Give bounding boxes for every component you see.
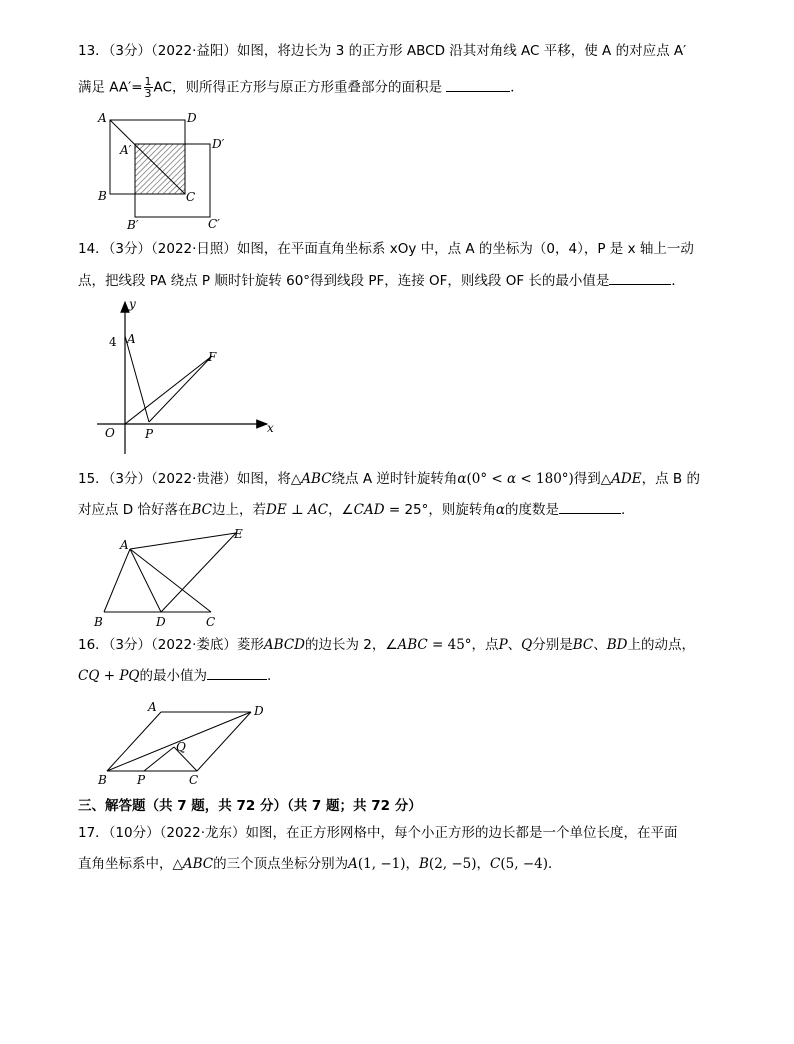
- segment-ae: [130, 533, 236, 549]
- label-b: B: [94, 615, 103, 629]
- label-a: A: [148, 700, 157, 714]
- label-p: P: [137, 773, 146, 787]
- answer-blank-16[interactable]: [207, 667, 267, 680]
- segment-of: [125, 356, 212, 424]
- q15-line2: 对应点 D 恰好落在BC边上，若DE ⊥ AC，∠CAD = 25°，则旋转角α的度数是 .: [78, 502, 626, 518]
- segment-ab: [104, 549, 130, 612]
- q14-figure: [95, 296, 285, 458]
- answer-blank-13[interactable]: [446, 79, 510, 92]
- label-b-prime: B′: [127, 218, 139, 232]
- label-a: A: [127, 332, 136, 346]
- q17-line2: 直角坐标系中，△ABC的三个顶点坐标分别为A(1, −1)，B(2, −5)，C(5, −4)．: [78, 856, 562, 872]
- label-y: y: [129, 297, 136, 311]
- q16-figure: [92, 696, 282, 792]
- answer-blank-14[interactable]: [609, 272, 671, 285]
- label-b: B: [98, 773, 107, 787]
- label-d: D: [187, 111, 197, 125]
- label-q: Q: [176, 740, 186, 754]
- q14-line1: 14．（3分）（2022·日照）如图，在平面直角坐标系 xOy 中，点 A 的坐标为（0，4），P 是 x 轴上一动: [78, 241, 694, 257]
- label-d: D: [254, 704, 264, 718]
- q13-figure: [90, 108, 240, 232]
- section-heading: 三、解答题（共 7 题，共 72 分）（共 7 题；共 72 分）: [78, 798, 422, 814]
- label-c-prime: C′: [208, 217, 220, 231]
- segment-pa: [125, 336, 149, 422]
- segment-de: [161, 533, 236, 612]
- label-b: B: [98, 189, 107, 203]
- q15-line1: 15．（3分）（2022·贵港）如图，将△ABC绕点 A 逆时针旋转角α(0° < α < 180°)得到△ADE，点 B 的: [78, 471, 700, 487]
- answer-blank-15[interactable]: [559, 501, 621, 514]
- fraction-one-third: $\frac{1}{3}$: [144, 75, 152, 100]
- segment-pf: [149, 356, 212, 422]
- q16-line2: CQ + PQ的最小值为 .: [78, 668, 272, 684]
- segment-cd: [197, 712, 251, 771]
- label-f: F: [208, 350, 217, 364]
- label-p: P: [145, 427, 154, 441]
- segment-pq: [144, 747, 174, 771]
- label-o: O: [105, 426, 115, 440]
- label-d-prime: D′: [212, 137, 225, 151]
- label-c: C: [189, 773, 199, 787]
- label-a-prime: A′: [120, 143, 132, 157]
- label-c: C: [206, 615, 216, 629]
- q13-line2: 满足 AA′= $\frac{1}{3}$ AC，则所得正方形与原正方形重叠部分的面积是 ．: [78, 75, 524, 100]
- label-a: A: [120, 538, 129, 552]
- label-d: D: [156, 615, 166, 629]
- q17-line1: 17．（10分）（2022·龙东）如图，在正方形网格中，每个小正方形的边长都是一个单位长度，在平面: [78, 825, 678, 841]
- segment-ab: [107, 712, 161, 771]
- label-x: x: [267, 421, 274, 435]
- q16-line1: 16．（3分）（2022·娄底）菱形ABCD的边长为 2，∠ABC = 45°，点P、Q分别是BC、BD上的动点，: [78, 637, 695, 653]
- label-four: 4: [109, 335, 117, 349]
- label-e: E: [234, 527, 243, 541]
- label-c: C: [186, 190, 196, 204]
- q13-line1: 13．（3分）（2022·益阳）如图，将边长为 3 的正方形 ABCD 沿其对角线 AC 平移，使 A 的对应点 A′: [78, 43, 687, 59]
- segment-ad: [130, 549, 161, 612]
- q15-figure: [90, 524, 260, 632]
- label-a: A: [98, 111, 107, 125]
- q14-line2: 点，把线段 PA 绕点 P 顺时针旋转 60°得到线段 PF，连接 OF，则线段 OF 长的最小值是 ．: [78, 273, 685, 289]
